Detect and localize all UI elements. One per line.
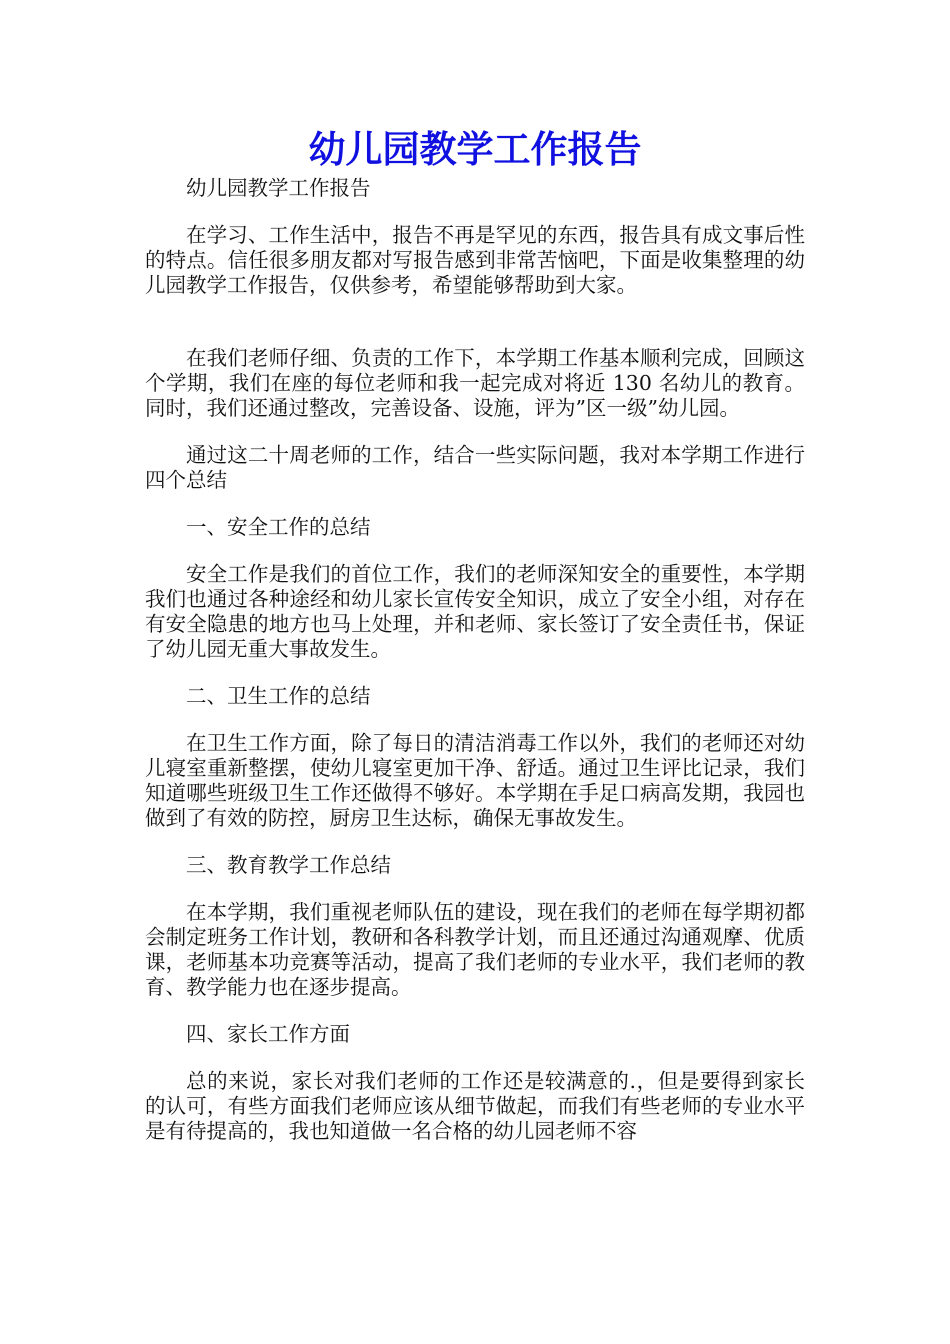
paragraph-hygiene: 在卫生工作方面，除了每日的清洁消毒工作以外，我们的老师还对幼儿寝室重新整摆，使幼儿寝室更加干净、舒适。通过卫生评比记录，我们知道哪些班级卫生工作还做得不够好。本学期在手足口病高发期，我园也做到了有效的防控，厨房卫生达标，确保无事故发生。 [145,731,805,830]
section-heading-safety: 一、安全工作的总结 [186,515,371,539]
paragraph-parents: 总的来说，家长对我们老师的工作还是较满意的.，但是要得到家长的认可，有些方面我们老师应该从细节做起，而我们有些老师的专业水平是有待提高的，我也知道做一名合格的幼儿园老师不容 [145,1069,805,1143]
document-title: 幼儿园教学工作报告 [308,127,642,171]
document-body [145,176,805,1144]
document-subtitle: 幼儿园教学工作报告 [186,176,371,200]
paragraph-teaching: 在本学期，我们重视老师队伍的建设，现在我们的老师在每学期初都会制定班务工作计划，教研和各科教学计划，而且还通过沟通观摩、优质课，老师基本功竞赛等活动，提高了我们老师的专业水平，我们老师的教育、教学能力也在逐步提高。 [145,900,805,999]
paragraph-intro: 在学习、工作生活中，报告不再是罕见的东西，报告具有成文事后性的特点。信任很多朋友都对写报告感到非常苦恼吧，下面是收集整理的幼儿园教学工作报告，仅供参考，希望能够帮助到大家。 [145,223,805,297]
paragraph-summary-lead: 通过这二十周老师的工作，结合一些实际问题，我对本学期工作进行四个总结 [145,443,805,492]
section-heading-teaching: 三、教育教学工作总结 [186,853,391,877]
paragraph-safety: 安全工作是我们的首位工作，我们的老师深知安全的重要性，本学期我们也通过各种途经和幼儿家长宣传安全知识，成立了安全小组，对存在有安全隐患的地方也马上处理，并和老师、家长签订了安全责任书，保证了幼儿园无重大事故发生。 [145,562,805,661]
paragraph-overview: 在我们老师仔细、负责的工作下，本学期工作基本顺利完成，回顾这个学期，我们在座的每位老师和我一起完成对将近 130 名幼儿的教育。同时，我们还通过整改，完善设备、设施，评为”区一级”幼儿园。 [145,346,805,420]
section-heading-parents: 四、家长工作方面 [186,1022,350,1046]
section-heading-hygiene: 二、卫生工作的总结 [186,684,371,708]
